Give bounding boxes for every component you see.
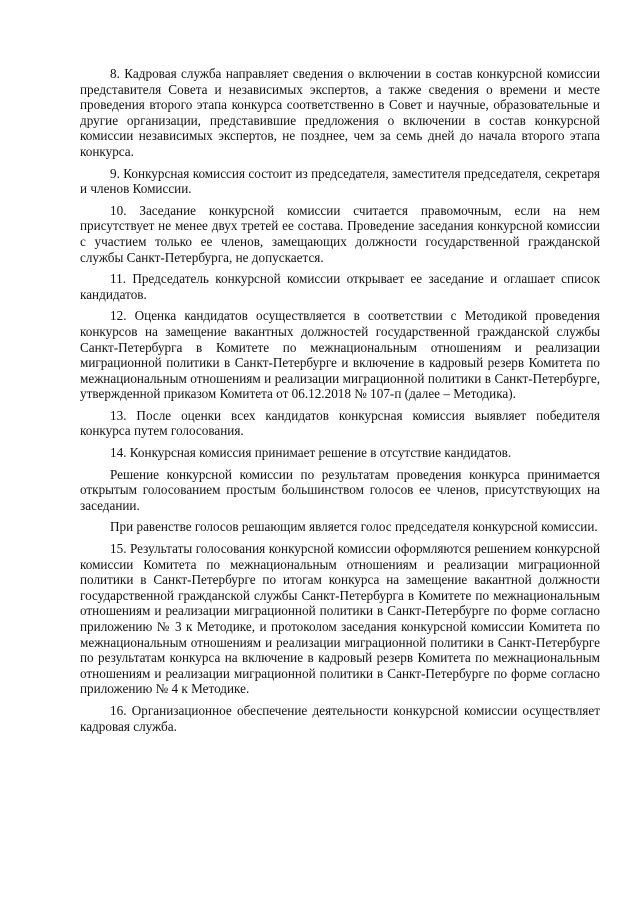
paragraph-8: 8. Кадровая служба направляет сведения о включении в состав конкурсной комиссии представителя Совета и независимых экспертов, а также сведения о времени и месте проведения второго этапа конкурса соответственно в Совет и научные, образовательные и другие организации, представившие предложения о включении в состав конкурсной комиссии независимых экспертов, не позднее, чем за семь дней до начала второго этапа конкурса. bbox=[80, 66, 600, 159]
paragraph-16: 16. Организационное обеспечение деятельности конкурсной комиссии осуществляет кадровая служба. bbox=[80, 702, 600, 734]
paragraph-13: 13. После оценки всех кандидатов конкурсная комиссия выявляет победителя конкурса путем голосования. bbox=[80, 407, 600, 439]
paragraph-12: 12. Оценка кандидатов осуществляется в соответствии с Методикой проведения конкурсов на замещение вакантных должностей государственной гражданской службы Санкт-Петербурга в Комитете по межнациональным отношениям и реализации миграционной политики в Санкт-Петербурге и включение в кадровый резерв Комитета по межнациональным отношениям и реализации миграционной политики в Санкт-Петербурге, утвержденной приказом Комитета от 06.12.2018 № 107-п (далее – Методика). bbox=[80, 308, 600, 402]
paragraph-14-tie: При равенстве голосов решающим является голос председателя конкурсной комиссии. bbox=[110, 519, 598, 535]
paragraph-10: 10. Заседание конкурсной комиссии считается правомочным, если на нем присутствует не менее двух третей ее состава. Проведение заседания конкурсной комиссии с участием только ее членов, замещающих должности государственной гражданской службы Санкт-Петербурга, не допускается. bbox=[80, 202, 600, 265]
paragraph-15: 15. Результаты голосования конкурсной комиссии оформляются решением конкурсной комиссии Комитета по межнациональным отношениям и реализации миграционной политики в Санкт-Петербурге по итогам конкурса на замещение вакантной должности государственной гражданской службы Санкт-Петербурга в Комитете по межнациональным отношениям и реализации миграционной политики в Санкт-Петербурге по форме согласно приложению № 3 к Методике, и протоколом заседания конкурсной комиссии Комитета по межнациональным отношениям и реализации миграционной политики в Санкт-Петербурге по результатам конкурса на включение в кадровый резерв Комитета по межнациональным отношениям и реализации миграционной политики в Санкт-Петербурге по форме согласно приложению № 4 к Методике. bbox=[80, 541, 600, 697]
paragraph-9: 9. Конкурсная комиссия состоит из председателя, заместителя председателя, секретаря и членов Комиссии. bbox=[80, 165, 600, 197]
paragraph-14-decision: Решение конкурсной комиссии по результатам проведения конкурса принимается открытым голосованием простым большинством голосов ее членов, присутствующих на заседании. bbox=[80, 466, 600, 513]
paragraph-11: 11. Председатель конкурсной комиссии открывает ее заседание и оглашает список кандидатов. bbox=[80, 271, 600, 302]
paragraph-14: 14. Конкурсная комиссия принимает решение в отсутствие кандидатов. bbox=[110, 445, 512, 461]
